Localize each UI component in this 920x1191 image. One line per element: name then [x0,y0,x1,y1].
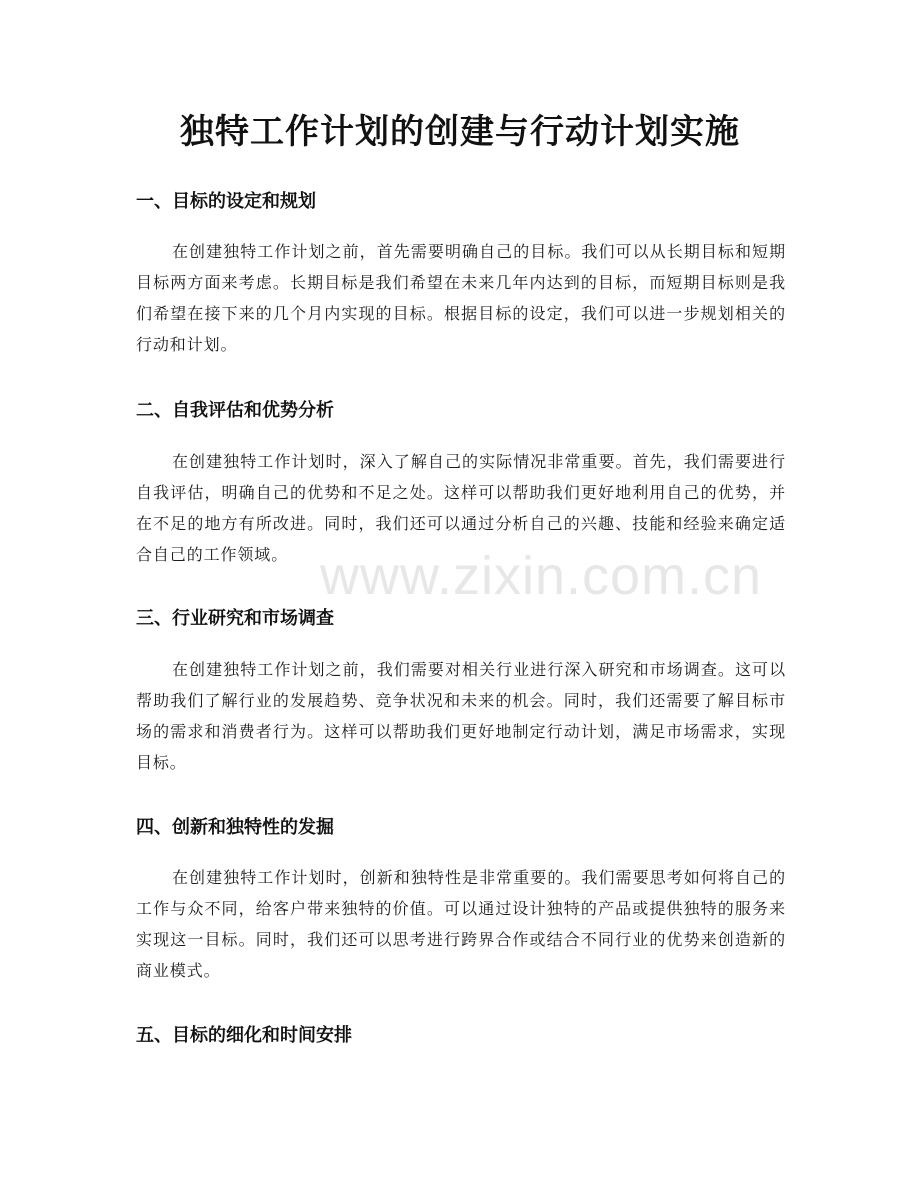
section-paragraph-2: 在创建独特工作计划时，深入了解自己的实际情况非常重要。首先，我们需要进行自我评估，明确自己的优势和不足之处。这样可以帮助我们更好地利用自己的优势，并在不足的地方有所改进。同时，我们还可以通过分析自己的兴趣、技能和经验来确定适合自己的工作领域。 [136,452,786,564]
section-heading-5: 五、目标的细化和时间安排 [136,1025,352,1046]
section-heading-2: 二、自我评估和优势分析 [136,400,334,421]
section-paragraph-4: 在创建独特工作计划时，创新和独特性是非常重要的。我们需要思考如何将自己的工作与众不同，给客户带来独特的价值。可以通过设计独特的产品或提供独特的服务来实现这一目标。同时，我们还可以思考进行跨界合作或结合不同行业的优势来创造新的商业模式。 [136,868,786,980]
document-title: 独特工作计划的创建与行动计划实施 [180,112,740,152]
section-heading-3: 三、行业研究和市场调查 [136,608,334,629]
section-paragraph-3: 在创建独特工作计划之前，我们需要对相关行业进行深入研究和市场调查。这可以帮助我们了解行业的发展趋势、竞争状况和未来的机会。同时，我们还需要了解目标市场的需求和消费者行为。这样可以帮助我们更好地制定行动计划，满足市场需求，实现目标。 [136,660,786,772]
section-heading-1: 一、目标的设定和规划 [136,191,316,212]
watermark: www.zixin.com.cn [320,546,763,606]
section-heading-4: 四、创新和独特性的发掘 [136,817,334,838]
section-paragraph-1: 在创建独特工作计划之前，首先需要明确自己的目标。我们可以从长期目标和短期目标两方面来考虑。长期目标是我们希望在未来几年内达到的目标，而短期目标则是我们希望在接下来的几个月内实现的目标。根据目标的设定，我们可以进一步规划相关的行动和计划。 [136,242,786,354]
